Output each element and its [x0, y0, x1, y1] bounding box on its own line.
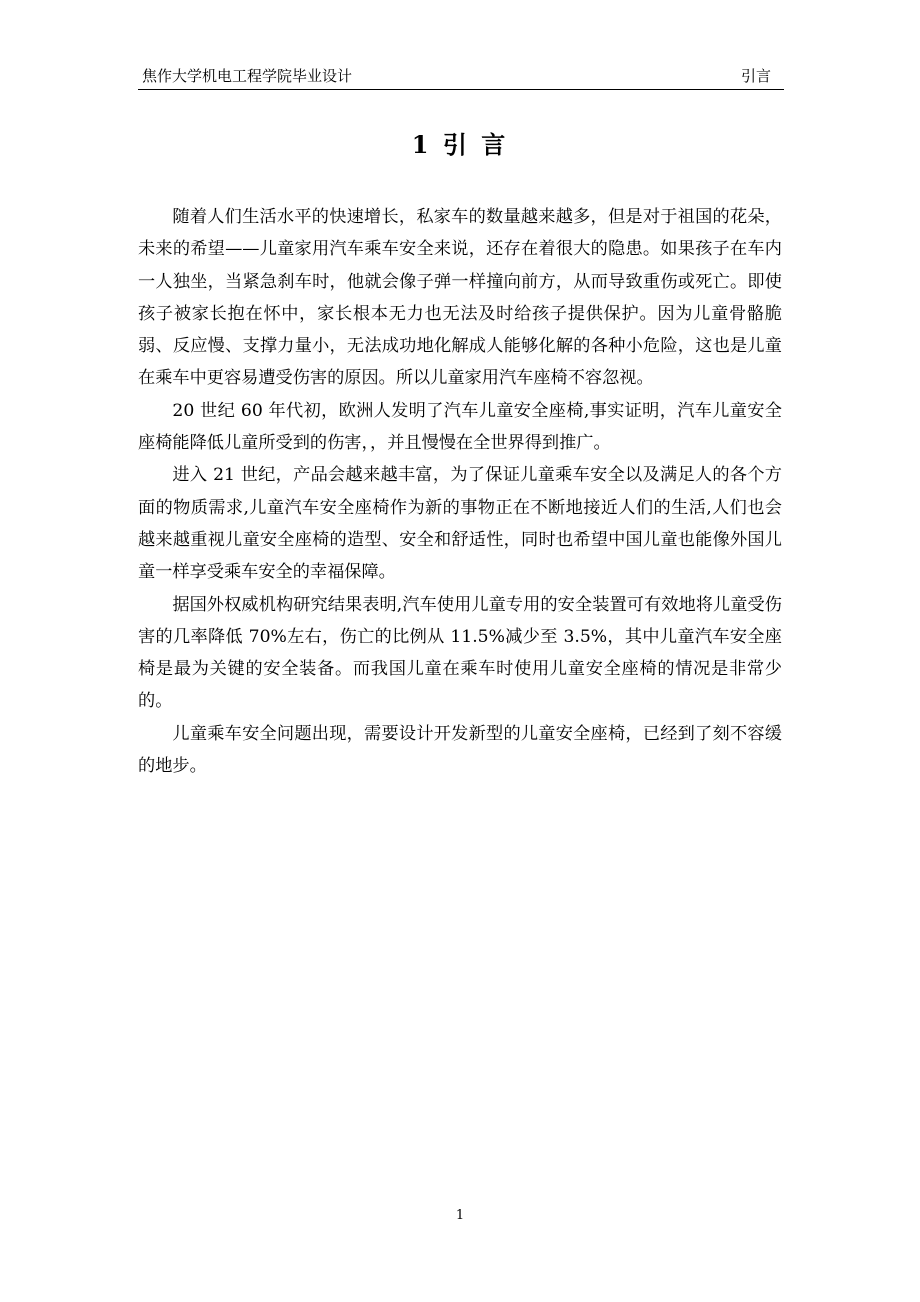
- header-section-name: 引言: [740, 67, 771, 85]
- paragraph: 儿童乘车安全问题出现，需要设计开发新型的儿童安全座椅，已经到了刻不容缓的地步。: [138, 723, 782, 777]
- page-header: [138, 63, 784, 90]
- paragraph: 随着人们生活水平的快速增长，私家车的数量越来越多，但是对于祖国的花朵，未来的希望——儿童家用汽车乘车安全来说，还存在着很大的隐患。如果孩子在车内一人独坐，当紧急刹车时，他就会像子弹一样撞向前方，从而导致重伤或死亡。即使孩子被家长抱在怀中，家长根本无力也无法及时给孩子提供保护。因为儿童骨骼脆弱、反应慢、支撑力量小，无法成功地化解成人能够化解的各种小危险，这也是儿童在乘车中更容易遭受伤害的原因。所以儿童家用汽车座椅不容忽视。: [138, 207, 782, 389]
- paragraph: 据国外权威机构研究结果表明,汽车使用儿童专用的安全装置可有效地将儿童受伤害的几率降低 70%左右，伤亡的比例从 11.5%减少至 3.5%，其中儿童汽车安全座椅是最为关键的安全装备。而我国儿童在乘车时使用儿童安全座椅的情况是非常少的。: [138, 594, 782, 712]
- paragraph: 20 世纪 60 年代初，欧洲人发明了汽车儿童安全座椅,事实证明，汽车儿童安全座椅能降低儿童所受到的伤害，，并且慢慢在全世界得到推广。: [138, 400, 782, 454]
- paragraph: 进入 21 世纪，产品会越来越丰富，为了保证儿童乘车安全以及满足人的各个方面的物质需求,儿童汽车安全座椅作为新的事物正在不断地接近人们的生活,人们也会越来越重视儿童安全座椅的造型、安全和舒适性，同时也希望中国儿童也能像外国儿童一样享受乘车安全的幸福保障。: [138, 465, 782, 583]
- page-number: 1: [455, 1208, 465, 1223]
- chapter-title: 1 引 言: [411, 130, 509, 159]
- header-school-title: 焦作大学机电工程学院毕业设计: [142, 67, 353, 85]
- body-text: [138, 201, 782, 782]
